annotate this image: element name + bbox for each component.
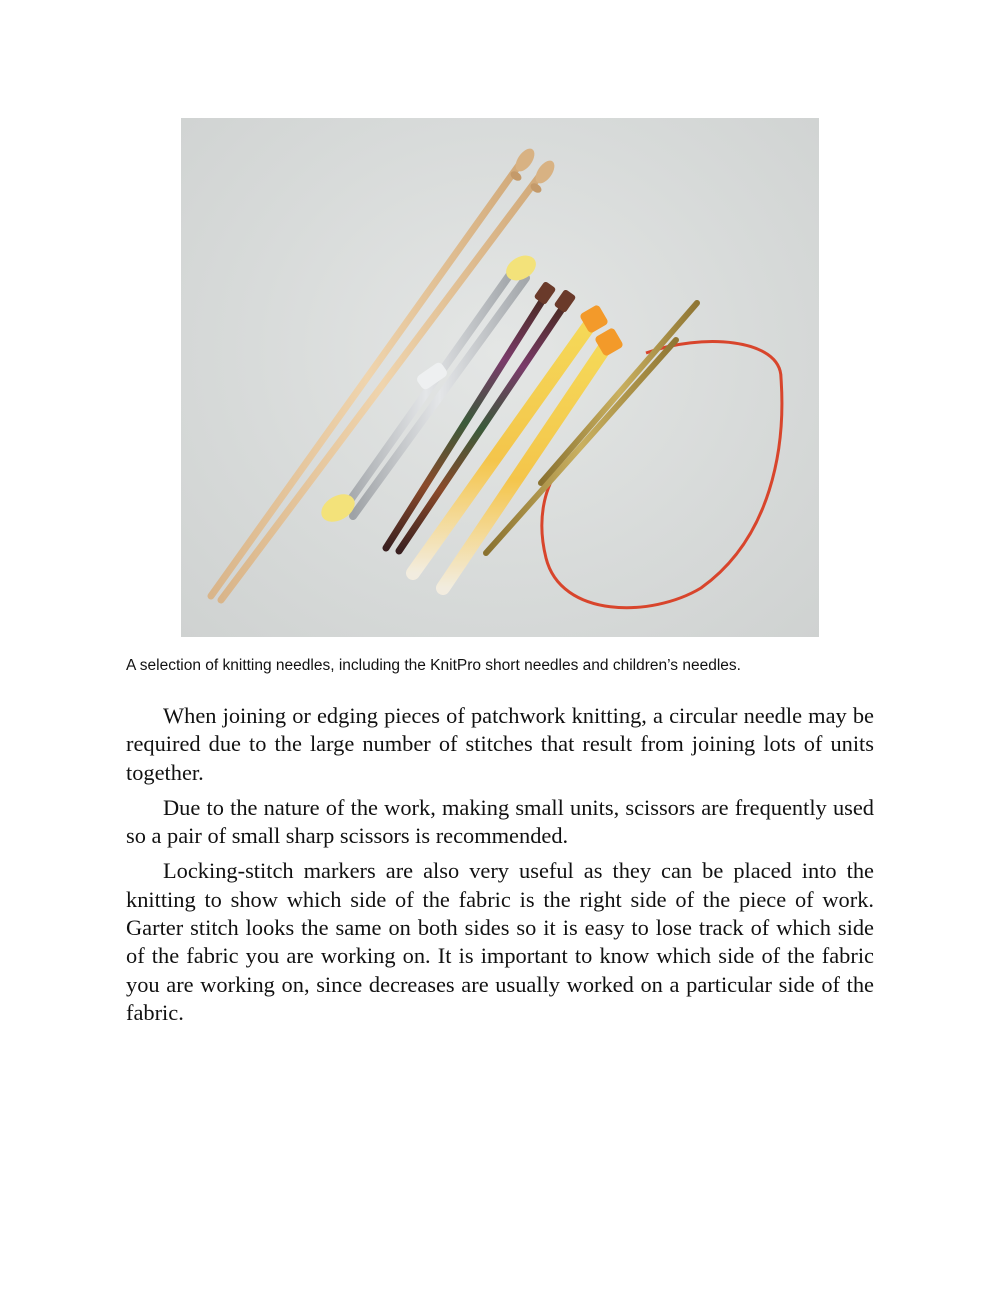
body-text <box>126 702 874 1034</box>
knitting-needles-photo <box>181 118 819 637</box>
paragraph: Locking-stitch markers are also very useful as they can be placed into the knitting to show which side of the fabric is the right side of the piece of work. Garter stitch looks the same on both sides so it is easy to lose track of which side of the fabric you are working on. It is important to know which side of the fabric you are working on, since decreases are usually worked on a particular side of the fabric. <box>126 858 874 1025</box>
paragraph: Due to the nature of the work, making small units, scissors are frequently used so a pair of small sharp scissors is recommended. <box>126 794 874 849</box>
knitting-needles-illustration <box>181 118 819 637</box>
paragraph: When joining or edging pieces of patchwork knitting, a circular needle may be required due to the large number of stitches that result from joining lots of units together. <box>126 703 874 785</box>
plastic-needles <box>413 304 624 588</box>
figure-caption: A selection of knitting needles, including the KnitPro short needles and children’s needles. <box>126 657 741 674</box>
